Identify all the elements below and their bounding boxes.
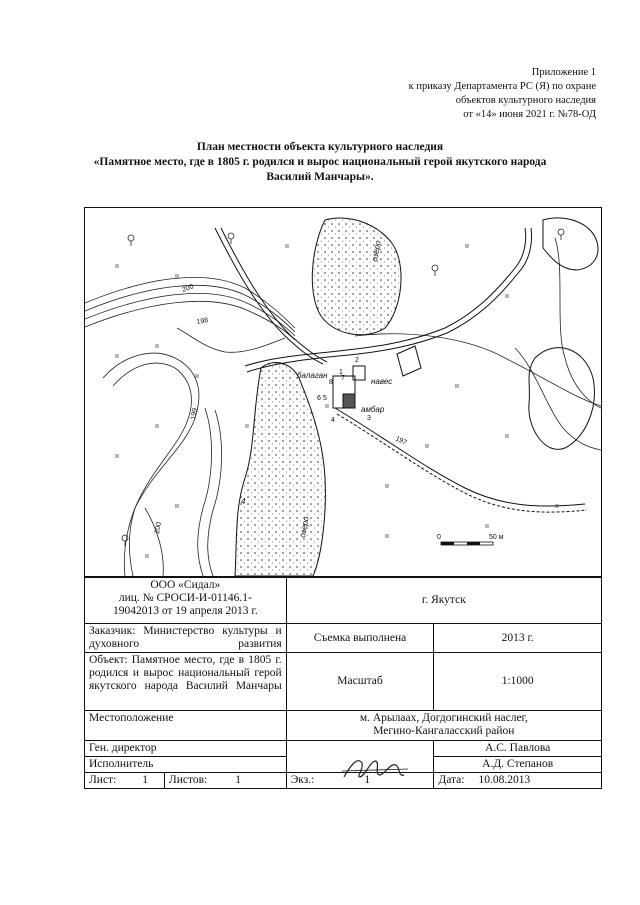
appendix-line: к приказу Департамента РС (Я) по охране	[408, 81, 596, 92]
scale-label: Масштаб	[286, 653, 434, 711]
document-title	[40, 140, 600, 185]
svg-text:ıı: ıı	[195, 373, 199, 380]
svg-text:ıı: ıı	[175, 273, 179, 280]
scale-fifty: 50 м	[489, 534, 504, 541]
contour-label: 199	[190, 407, 199, 421]
company-name: ООО «Сидал»	[150, 579, 221, 591]
scale-zero: 0	[437, 534, 441, 541]
director-name: А.С. Павлова	[434, 741, 602, 757]
site-map-drawing	[85, 208, 601, 576]
naves-label: навес	[371, 377, 393, 386]
appendix-block	[336, 66, 596, 122]
location-line: Мегино-Кангаласский район	[373, 725, 515, 737]
svg-text:ıı: ıı	[155, 343, 159, 350]
date-value: 10.08.2013	[478, 774, 531, 786]
copy-value: 1	[364, 774, 371, 786]
svg-text:ıı: ıı	[145, 553, 149, 560]
lake-upper	[312, 218, 401, 335]
svg-text:ıı: ıı	[245, 423, 249, 430]
pond-right	[529, 348, 595, 450]
svg-text:ıı: ıı	[115, 263, 119, 270]
svg-text:ıı: ıı	[455, 383, 459, 390]
title-line: План местности объекта культурного наследия	[196, 141, 444, 153]
appendix-line: Приложение 1	[531, 67, 596, 78]
location-line: м. Арылаах, Догдогинский наслег,	[359, 712, 528, 724]
point-number: 8	[329, 379, 333, 386]
svg-text:ıı: ıı	[555, 503, 559, 510]
svg-text:ıı: ıı	[465, 243, 469, 250]
license-line: 19042013 от 19 апреля 2013 г.	[112, 605, 258, 617]
sheets-cell	[164, 773, 286, 789]
city-cell: г. Якутск	[286, 578, 601, 624]
customer-cell: Заказчик: Министерство культуры и духовного развития	[85, 624, 287, 653]
point-number: 7	[341, 375, 345, 382]
svg-text:ıı: ıı	[325, 403, 329, 410]
contour-label: 197	[394, 435, 408, 447]
executor-name: А.Д. Степанов	[434, 757, 602, 773]
point-number: 6	[317, 395, 321, 402]
svg-text:ıı: ıı	[175, 503, 179, 510]
signature-mark	[340, 753, 410, 783]
executor-label: Исполнитель	[85, 757, 287, 773]
license-line: лиц. № СРОСИ-И-01146.1-	[118, 592, 252, 604]
sheet-value: 1	[142, 774, 149, 786]
object-cell: Объект: Памятное место, где в 1805 г. родился и вырос национальный герой якутского народа Василий Манчары	[85, 653, 287, 711]
scale-value: 1:1000	[434, 653, 602, 711]
contour-label: 200	[181, 283, 195, 294]
svg-text:ıı: ıı	[385, 533, 389, 540]
point-number: 3	[367, 415, 371, 422]
svg-text:ıı: ıı	[115, 353, 119, 360]
svg-text:ıı: ıı	[485, 523, 489, 530]
lake-lower	[235, 363, 325, 576]
balagan-label: балаган	[297, 371, 328, 380]
company-cell	[85, 578, 287, 624]
point-number: 4	[331, 417, 335, 424]
lake-label: озеро	[298, 515, 311, 539]
sheet-cell	[85, 773, 165, 789]
location-label: Местоположение	[85, 711, 287, 741]
point-number: 2	[355, 357, 359, 364]
ambar-label: амбар	[361, 405, 385, 414]
svg-text:ıı: ıı	[505, 433, 509, 440]
svg-text:ıı: ıı	[505, 293, 509, 300]
title-line: «Памятное место, где в 1805 г. родился и вырос национальный герой якутского народа	[93, 156, 547, 168]
copy-label: Экз.:	[290, 774, 315, 786]
svg-text:ıı: ıı	[285, 243, 289, 250]
point-number: 4	[241, 497, 246, 506]
lake-label: озеро	[370, 239, 383, 263]
location-cell	[286, 711, 601, 741]
survey-year: 2013 г.	[434, 624, 602, 653]
svg-text:ıı: ıı	[425, 443, 429, 450]
contour-label: 198	[196, 317, 209, 326]
sheets-label: Листов:	[168, 774, 208, 786]
svg-text:ıı: ıı	[385, 483, 389, 490]
title-line: Василий Манчары».	[266, 171, 374, 183]
appendix-line: объектов культурного наследия	[455, 95, 596, 106]
sheets-value: 1	[235, 774, 241, 786]
point-number: 5	[323, 395, 327, 402]
contour-label: 200	[154, 521, 163, 535]
sheet-label: Лист:	[89, 774, 117, 786]
date-cell	[434, 773, 602, 789]
svg-text:ıı: ıı	[155, 423, 159, 430]
appendix-line: от «14» июня 2021 г. №78-ОД	[463, 109, 596, 120]
director-label: Ген. директор	[85, 741, 287, 757]
date-label: Дата:	[438, 774, 465, 786]
scale-bar	[437, 534, 504, 545]
naves-structure	[397, 346, 421, 376]
svg-text:ıı: ıı	[115, 453, 119, 460]
site-map	[84, 207, 602, 577]
point-number: 1	[339, 369, 343, 376]
survey-label: Съемка выполнена	[286, 624, 434, 653]
